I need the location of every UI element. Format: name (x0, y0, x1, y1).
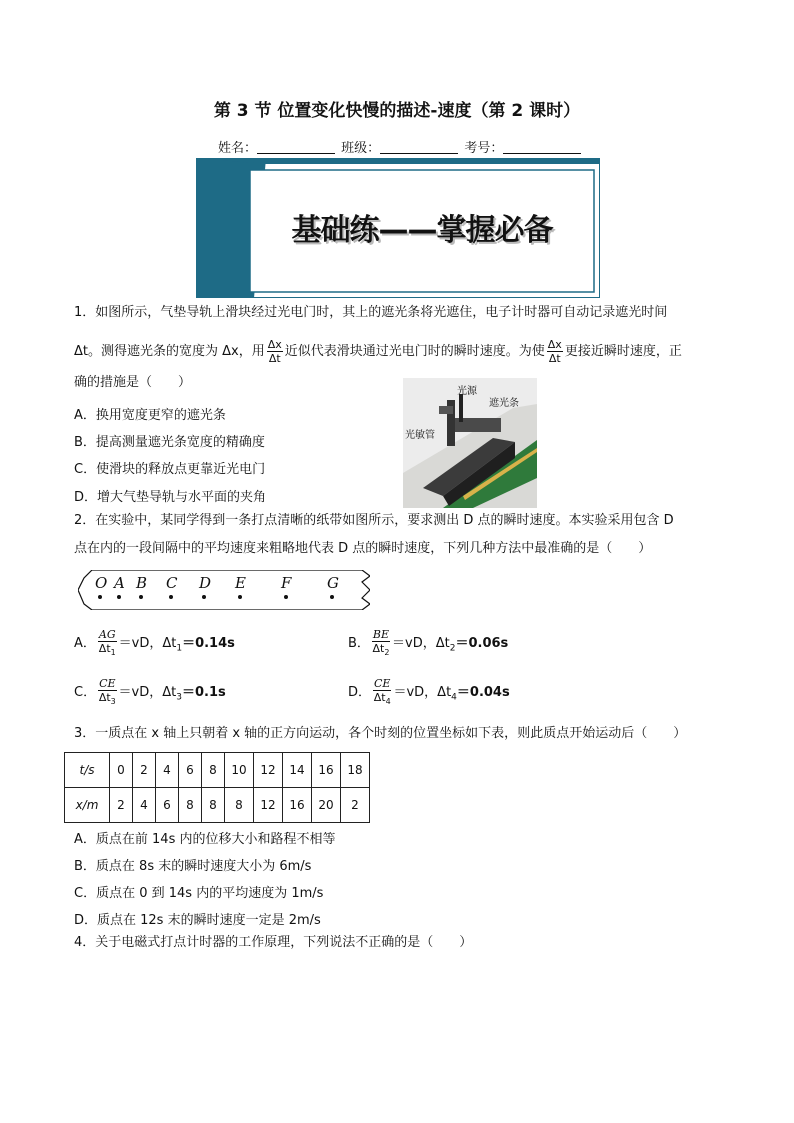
frac-numerator: Δx (267, 338, 282, 351)
frac-numerator: BE (372, 628, 390, 641)
q3-option-b[interactable]: B．质点在 8s 末的瞬时速度大小为 6m/s (74, 859, 312, 874)
den-sub: 4 (385, 697, 391, 707)
tape-point-label: O (95, 574, 108, 592)
option-fraction (98, 628, 117, 659)
option-label: D． (348, 685, 372, 701)
q1-option-c[interactable]: C．使滑块的释放点更靠近光电门 (74, 462, 266, 477)
frac-denominator: Δt (548, 352, 561, 365)
option-value: ＝0.14s (182, 636, 235, 652)
table-cell: 10 (225, 753, 254, 788)
den-text: Δt (372, 642, 385, 655)
table-cell: 4 (133, 788, 156, 823)
option-label: A． (74, 636, 96, 652)
q1-option-b[interactable]: B．提高测量遮光条宽度的精确度 (74, 435, 265, 450)
option-rhs: ＝vD，Δt (118, 636, 177, 652)
tape-point-label: B (136, 574, 148, 592)
tape-point-label: A (114, 574, 125, 592)
class-label: 班级： (341, 141, 381, 156)
table-cell: 8 (202, 788, 225, 823)
option-fraction (373, 677, 391, 708)
q1-line2-a: Δt。测得遮光条的宽度为 Δx，用 (74, 344, 265, 359)
den-sub: 1 (110, 648, 116, 658)
label-shading-strip: 遮光条 (489, 398, 519, 409)
q1-line2 (74, 338, 682, 365)
q3-option-a[interactable]: A．质点在前 14s 内的位移大小和路程不相等 (74, 832, 336, 847)
frac-numerator: Δx (547, 338, 562, 351)
table-cell: x/m (65, 788, 110, 823)
table-cell: 20 (312, 788, 341, 823)
table-cell: 2 (341, 788, 370, 823)
q2-option-a[interactable] (74, 628, 235, 659)
table-cell: 14 (283, 753, 312, 788)
den-sub: 2 (384, 648, 390, 658)
paper-tape (78, 570, 370, 610)
tape-point-label: E (235, 574, 246, 592)
frac-numerator: CE (99, 677, 116, 690)
table-cell: 4 (156, 753, 179, 788)
q3-option-d[interactable]: D．质点在 12s 末的瞬时速度一定是 2m/s (74, 913, 321, 928)
table-cell: 8 (225, 788, 254, 823)
q1-option-d[interactable]: D．增大气垫导轨与水平面的夹角 (74, 490, 267, 505)
tape-point-label: G (327, 574, 339, 592)
option-value: ＝0.06s (455, 636, 509, 652)
option-label: B． (348, 636, 370, 652)
tape-point-dot (98, 595, 102, 599)
rhs-sub: 3 (176, 692, 182, 703)
q2-line1: 2．在实验中，某同学得到一条打点清晰的纸带如图所示，要求测出 D 点的瞬时速度。本实验采用包含 D (74, 513, 674, 528)
frac-denominator (99, 691, 116, 708)
student-info (218, 137, 583, 156)
table-cell: 8 (179, 788, 202, 823)
q3-line1: 3．一质点在 x 轴上只朝着 x 轴的正方向运动，各个时刻的位置坐标如下表，则此质点开始运动后（ ） (74, 726, 687, 741)
table-cell: 18 (341, 753, 370, 788)
option-fraction (372, 628, 390, 659)
tape-point-dot (284, 595, 288, 599)
frac-denominator: Δt (268, 352, 281, 365)
class-field[interactable] (380, 141, 458, 154)
rhs-sub: 4 (451, 692, 457, 703)
rhs-sub: 1 (176, 643, 183, 654)
q2-option-c[interactable] (74, 677, 226, 708)
table-cell: 0 (110, 753, 133, 788)
tape-point-dot (117, 595, 121, 599)
air-track-figure (403, 378, 537, 508)
q4-line1: 4．关于电磁式打点计时器的工作原理，下列说法不正确的是（ ） (74, 935, 473, 950)
tape-point-dot (139, 595, 143, 599)
frac-numerator: AG (98, 628, 116, 641)
option-value: ＝0.04s (456, 685, 510, 701)
frac-numerator: CE (374, 677, 391, 690)
den-sub: 3 (110, 697, 116, 707)
den-text: Δt (98, 691, 111, 704)
table-cell: 6 (179, 753, 202, 788)
den-text: Δt (373, 691, 386, 704)
name-label: 姓名： (218, 141, 258, 156)
option-label: C． (74, 685, 97, 701)
q1-line1: 1．如图所示，气垫导轨上滑块经过光电门时，其上的遮光条将光遮住，电子计时器可自动记录遮光时间 (74, 305, 668, 320)
table-cell: 2 (110, 788, 133, 823)
q1-line2-b: 近似代表滑块通过光电门时的瞬时速度。为使 (284, 344, 545, 359)
table-cell: 16 (312, 753, 341, 788)
option-fraction (98, 677, 116, 708)
q2-option-b[interactable] (348, 628, 508, 659)
tape-point-dot (202, 595, 206, 599)
tape-point-label: F (281, 574, 292, 592)
tape-point-dot (330, 595, 334, 599)
tape-point-dot (169, 595, 173, 599)
den-text: Δt (98, 642, 111, 655)
frac-denominator (374, 691, 391, 708)
q2-line2: 点在内的一段间隔中的平均速度来粗略地代表 D 点的瞬时速度，下列几种方法中最准确的是（ ） (74, 541, 652, 556)
table-cell: 6 (156, 788, 179, 823)
option-rhs: ＝vD，Δt (393, 685, 452, 701)
q2-option-d[interactable] (348, 677, 510, 708)
label-photo-tube: 光敏管 (405, 430, 435, 441)
q1-fraction-1 (267, 338, 283, 365)
section-banner (196, 158, 600, 298)
q1-line3: 确的措施是（ ） (74, 375, 192, 390)
table-cell: 12 (254, 788, 283, 823)
position-table (64, 752, 370, 823)
option-value: ＝0.1s (181, 685, 226, 701)
table-cell: 12 (254, 753, 283, 788)
tape-point-dot (238, 595, 242, 599)
option-rhs: ＝vD，Δt (118, 685, 177, 701)
tape-point-label: C (166, 574, 178, 592)
table-row (65, 788, 370, 823)
label-light-source: 光源 (457, 386, 477, 397)
table-cell: 16 (283, 788, 312, 823)
option-rhs: ＝vD，Δt (392, 636, 450, 652)
q1-line2-c: 更接近瞬时速度，正 (564, 344, 682, 359)
banner-text: 基础练——掌握必备 (291, 213, 553, 248)
tape-point-label: D (199, 574, 212, 592)
name-field[interactable] (257, 141, 335, 154)
page-title: 第 3 节 位置变化快慢的描述-速度（第 2 课时） (213, 101, 581, 121)
exam-no-label: 考号： (464, 141, 504, 156)
rhs-sub: 2 (449, 643, 456, 654)
table-row (65, 753, 370, 788)
table-cell: 8 (202, 753, 225, 788)
q3-option-c[interactable]: C．质点在 0 到 14s 内的平均速度为 1m/s (74, 886, 324, 901)
q1-fraction-2 (547, 338, 563, 365)
table-cell: t/s (65, 753, 110, 788)
frac-denominator (99, 642, 116, 659)
frac-denominator (373, 642, 390, 659)
exam-no-field[interactable] (503, 141, 581, 154)
table-cell: 2 (133, 753, 156, 788)
q1-option-a[interactable]: A．换用宽度更窄的遮光条 (74, 408, 226, 423)
